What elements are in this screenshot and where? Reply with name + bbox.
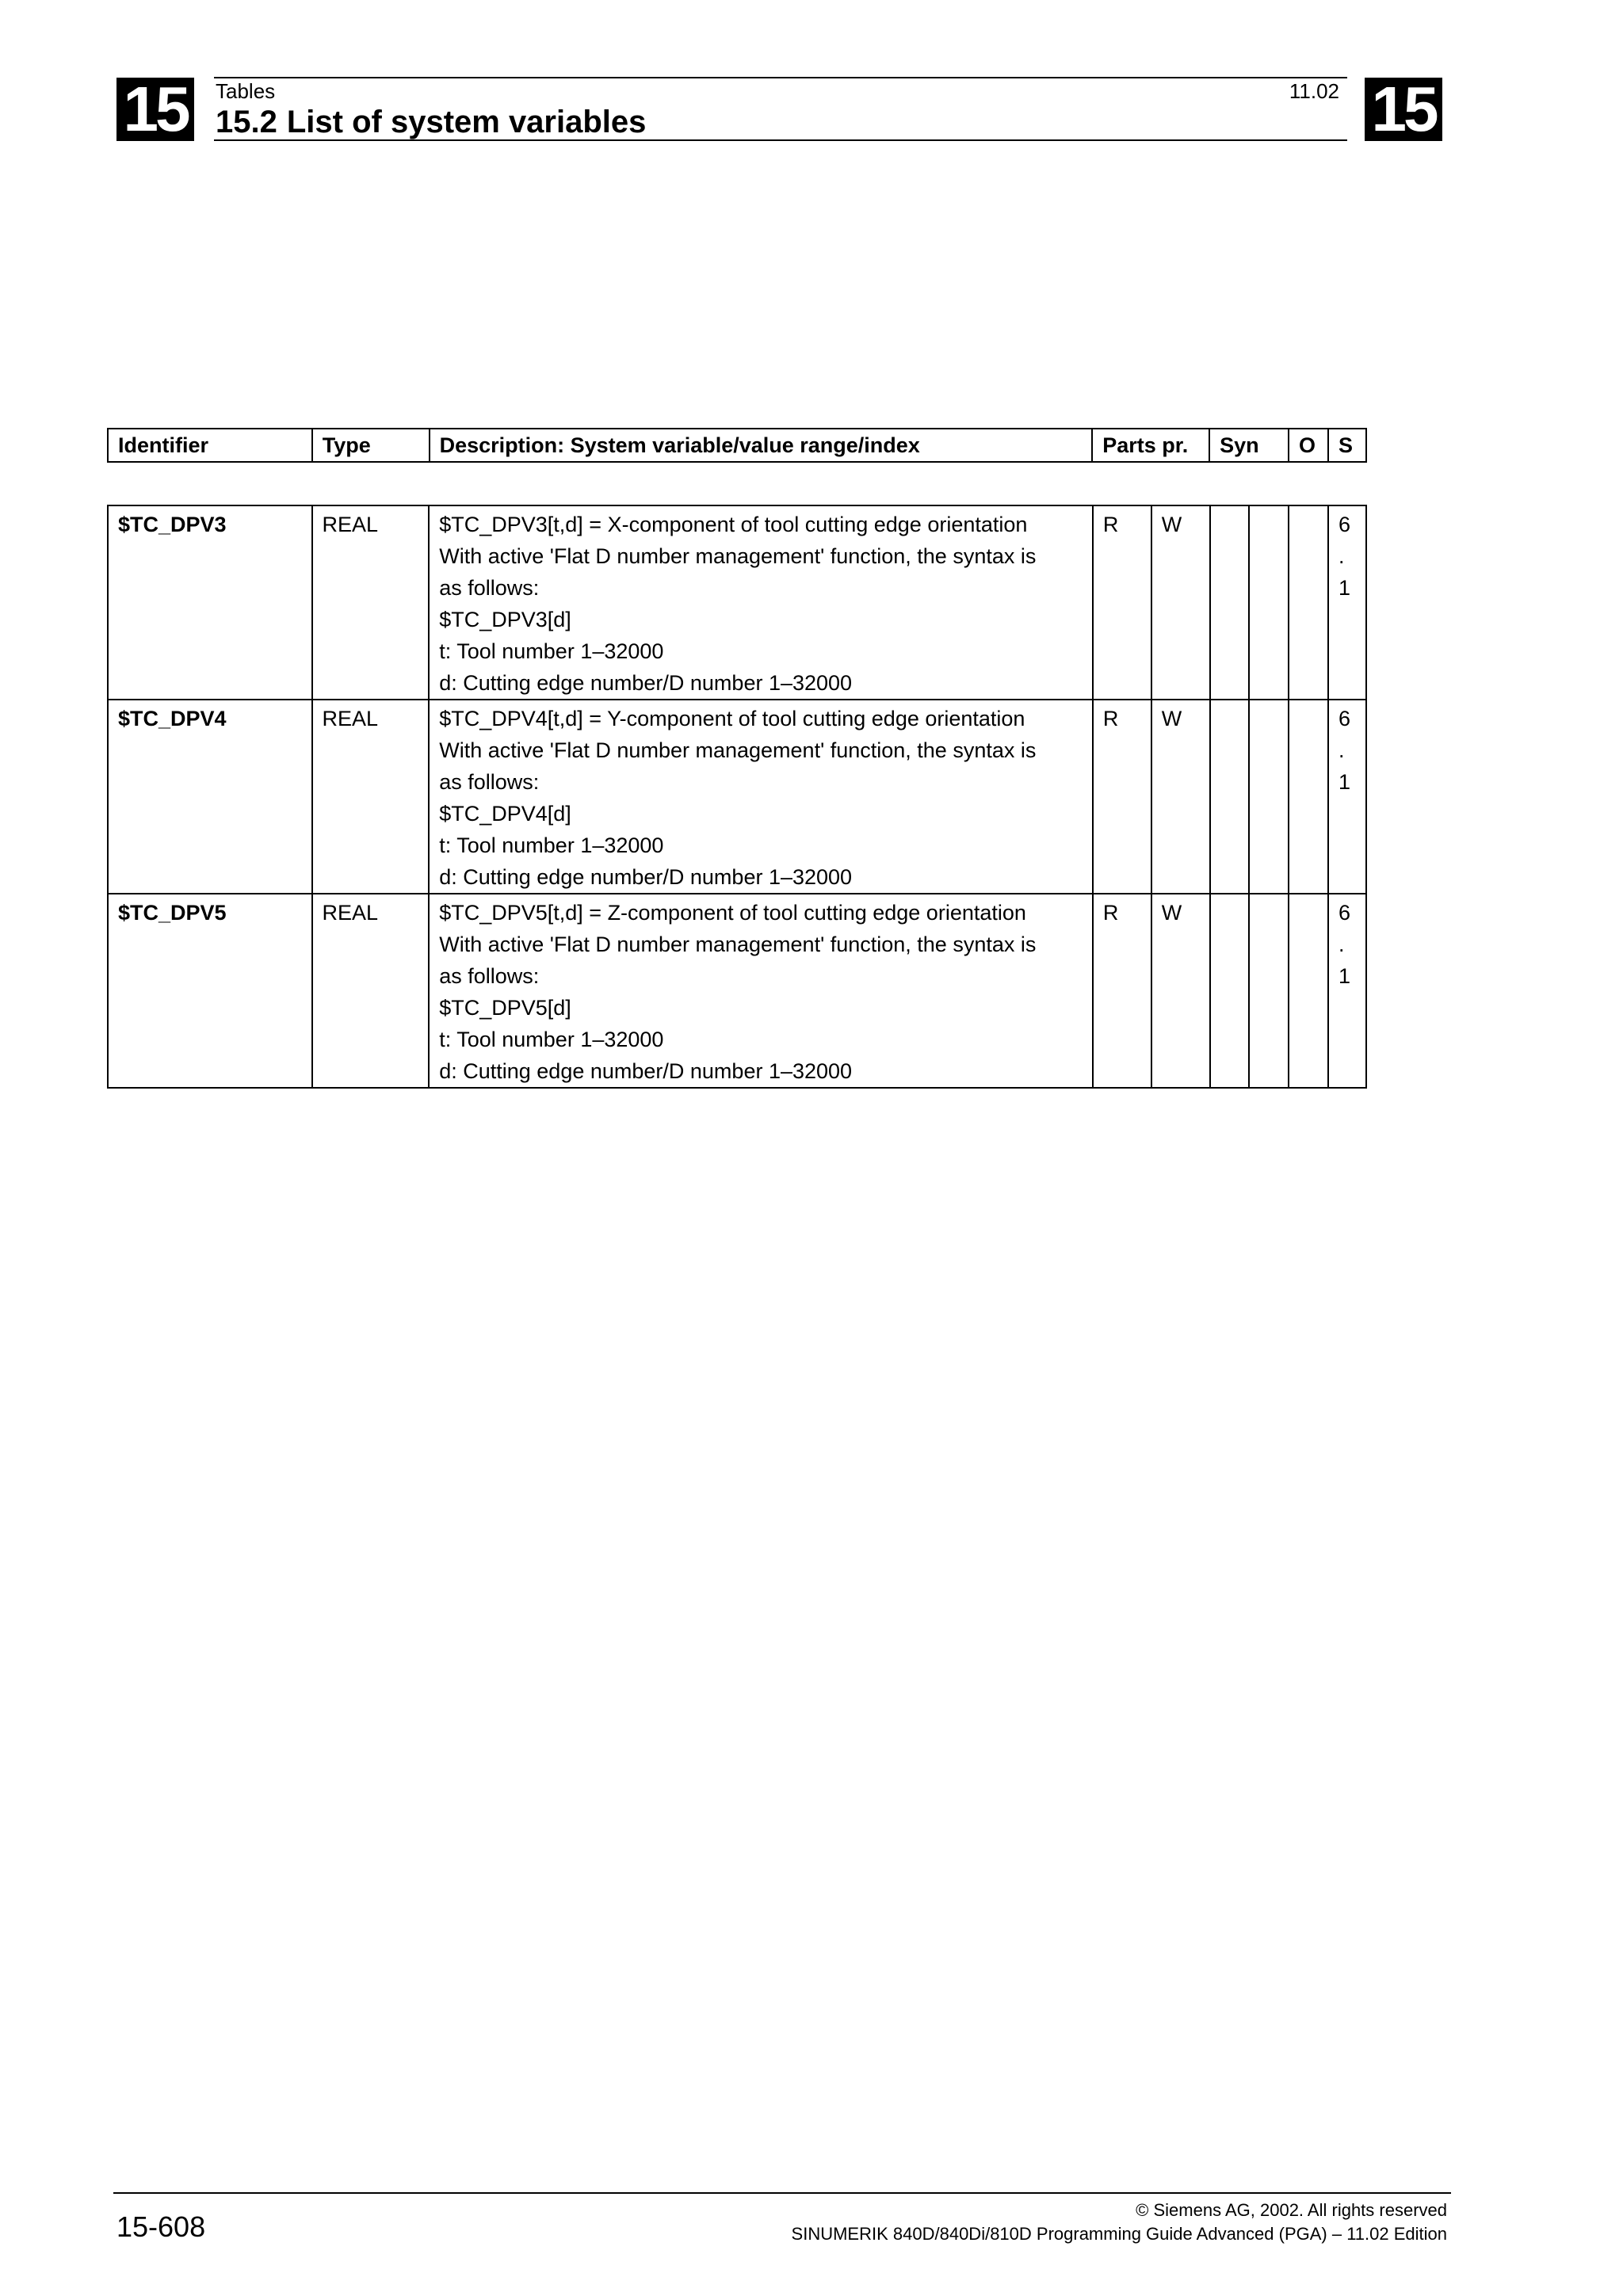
description-line: $TC_DPV4[t,d] = Y-component of tool cutting edge orientation xyxy=(439,707,1025,730)
description-cell xyxy=(429,700,1093,894)
s-value-part: 1 xyxy=(1338,576,1351,600)
table-row xyxy=(108,700,1366,894)
syn-cell-1 xyxy=(1210,894,1250,1088)
parts-read-cell: R xyxy=(1093,894,1151,1088)
column-header-description: Description: System variable/value range/index xyxy=(430,429,1093,462)
column-header-parts: Parts pr. xyxy=(1092,429,1209,462)
type-cell: REAL xyxy=(312,700,430,894)
o-cell xyxy=(1289,700,1328,894)
syn-cell-1 xyxy=(1210,505,1250,700)
header-row xyxy=(108,429,1366,462)
description-line: With active 'Flat D number management' function, the syntax is xyxy=(439,544,1037,568)
description-line: as follows: xyxy=(439,576,540,600)
parts-write-cell: W xyxy=(1151,894,1210,1088)
column-header-type: Type xyxy=(312,429,430,462)
chapter-number-badge-left: 15 xyxy=(116,78,194,141)
syn-cell-2 xyxy=(1249,505,1289,700)
s-cell xyxy=(1328,700,1366,894)
description-cell xyxy=(429,894,1093,1088)
description-line: $TC_DPV5[t,d] = Z-component of tool cutting edge orientation xyxy=(439,901,1026,925)
section-number: 15.2 xyxy=(216,105,277,139)
description-line: as follows: xyxy=(439,770,540,794)
description-line: $TC_DPV3[d] xyxy=(439,608,571,631)
page-number: 15-608 xyxy=(116,2210,206,2243)
syn-cell-1 xyxy=(1210,700,1250,894)
s-cell xyxy=(1328,894,1366,1088)
table-row xyxy=(108,505,1366,700)
description-line: t: Tool number 1–32000 xyxy=(439,833,664,857)
parts-read-cell: R xyxy=(1093,505,1151,700)
s-value-part: . xyxy=(1338,738,1345,762)
s-value-part: 6 xyxy=(1338,513,1351,536)
parts-write-cell: W xyxy=(1151,505,1210,700)
system-variables-table xyxy=(107,505,1367,1089)
identifier-cell: $TC_DPV5 xyxy=(108,894,312,1088)
type-cell: REAL xyxy=(312,894,430,1088)
header-section-label: Tables xyxy=(216,79,276,103)
description-line: t: Tool number 1–32000 xyxy=(439,639,664,663)
description-line: $TC_DPV5[d] xyxy=(439,996,571,1020)
description-line: d: Cutting edge number/D number 1–32000 xyxy=(439,1059,853,1083)
column-header-identifier: Identifier xyxy=(108,429,312,462)
s-value-part: 6 xyxy=(1338,707,1351,730)
header-date: 11.02 xyxy=(1289,79,1339,103)
header-rule-bottom xyxy=(214,139,1347,141)
description-line: $TC_DPV3[t,d] = X-component of tool cutting edge orientation xyxy=(439,513,1028,536)
type-cell: REAL xyxy=(312,505,430,700)
o-cell xyxy=(1289,505,1328,700)
identifier-cell: $TC_DPV3 xyxy=(108,505,312,700)
s-value-part: . xyxy=(1338,544,1345,568)
column-header-o: O xyxy=(1289,429,1328,462)
description-line: t: Tool number 1–32000 xyxy=(439,1028,664,1051)
o-cell xyxy=(1289,894,1328,1088)
description-line: With active 'Flat D number management' function, the syntax is xyxy=(439,933,1037,956)
description-line: d: Cutting edge number/D number 1–32000 xyxy=(439,671,853,695)
description-line: $TC_DPV4[d] xyxy=(439,802,571,826)
column-header-s: S xyxy=(1328,429,1366,462)
parts-write-cell: W xyxy=(1151,700,1210,894)
s-value-part: . xyxy=(1338,933,1345,956)
header-rule-top xyxy=(214,77,1347,78)
s-value-part: 1 xyxy=(1338,964,1351,988)
column-header-syn: Syn xyxy=(1209,429,1289,462)
parts-read-cell: R xyxy=(1093,700,1151,894)
column-header-table xyxy=(107,428,1367,463)
identifier-cell: $TC_DPV4 xyxy=(108,700,312,894)
section-heading xyxy=(216,105,646,140)
chapter-number-badge-right: 15 xyxy=(1365,78,1442,141)
syn-cell-2 xyxy=(1249,700,1289,894)
description-line: d: Cutting edge number/D number 1–32000 xyxy=(439,865,853,889)
document-title: SINUMERIK 840D/840Di/810D Programming Guide Advanced (PGA) – 11.02 Edition xyxy=(791,2224,1447,2244)
description-line: With active 'Flat D number management' function, the syntax is xyxy=(439,738,1037,762)
s-cell xyxy=(1328,505,1366,700)
section-title: List of system variables xyxy=(286,105,647,139)
syn-cell-2 xyxy=(1249,894,1289,1088)
table-row xyxy=(108,894,1366,1088)
description-cell xyxy=(429,505,1093,700)
s-value-part: 6 xyxy=(1338,901,1351,925)
footer-rule xyxy=(113,2192,1451,2194)
description-line: as follows: xyxy=(439,964,540,988)
s-value-part: 1 xyxy=(1338,770,1351,794)
copyright-notice: © Siemens AG, 2002. All rights reserved xyxy=(1136,2200,1447,2220)
